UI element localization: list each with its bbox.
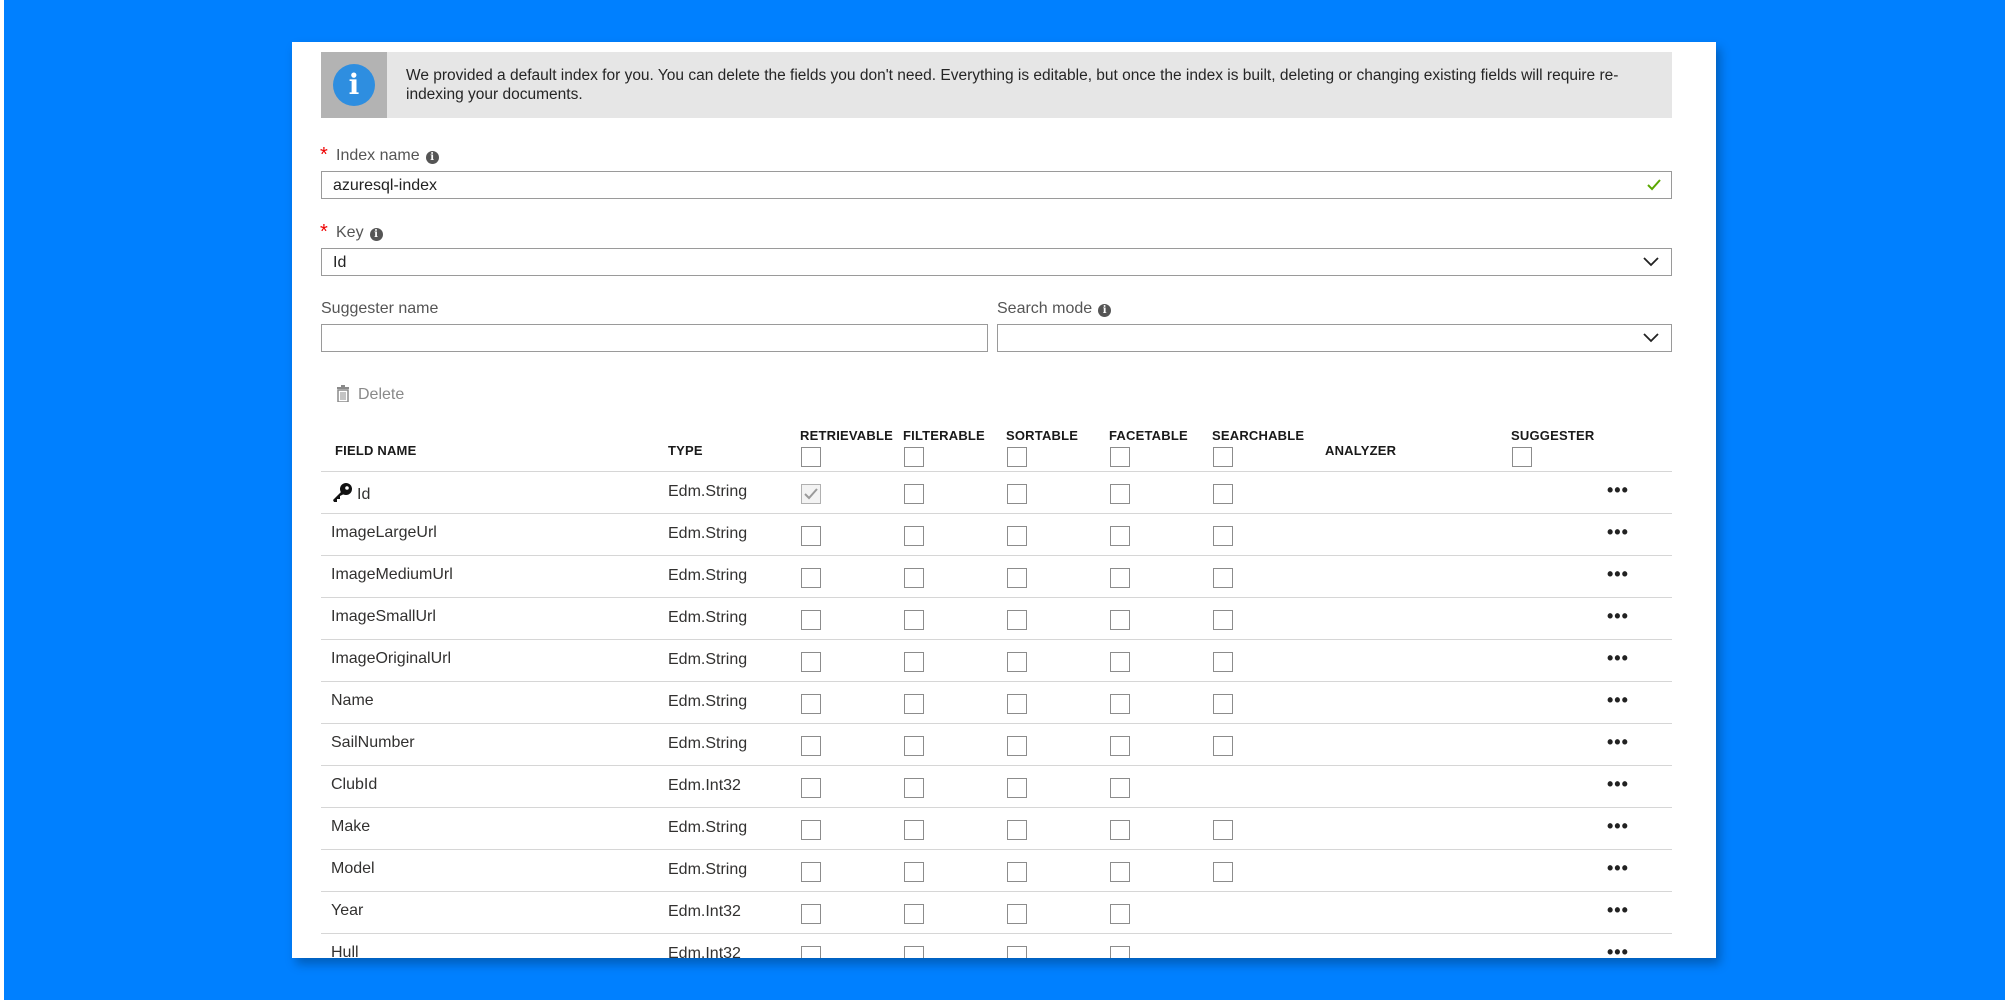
more-options-button[interactable]: ••• (1607, 732, 1629, 752)
key-icon (331, 482, 353, 502)
index-name-label-text: Index name (336, 147, 420, 164)
retrievable-checkbox[interactable] (801, 904, 821, 924)
retrievable-checkbox[interactable] (801, 862, 821, 882)
sortable-checkbox[interactable] (1007, 610, 1027, 630)
searchable-checkbox[interactable] (1213, 694, 1233, 714)
table-row[interactable] (321, 807, 1672, 850)
sortable-checkbox[interactable] (1007, 484, 1027, 504)
table-row[interactable] (321, 555, 1672, 598)
field-name-cell (331, 944, 359, 958)
field-type-cell: Edm.Int32 (668, 777, 741, 794)
retrievable-checkbox[interactable] (801, 778, 821, 798)
searchable-checkbox[interactable] (1213, 484, 1233, 504)
facetable-checkbox[interactable] (1110, 484, 1130, 504)
searchable-checkbox[interactable] (1213, 736, 1233, 756)
more-options-button[interactable]: ••• (1607, 774, 1629, 794)
retrievable-checkbox[interactable] (801, 652, 821, 672)
field-name-text: SailNumber (331, 734, 415, 751)
key-label-text: Key (336, 224, 364, 241)
table-row[interactable] (321, 723, 1672, 766)
field-name-cell (331, 692, 374, 710)
field-type-cell: Edm.String (668, 567, 748, 584)
filterable-checkbox[interactable] (904, 778, 924, 798)
select-all-sortable-checkbox[interactable] (1007, 447, 1027, 467)
field-name-text: Id (357, 486, 371, 503)
header-field-name: FIELD NAME (335, 443, 417, 458)
facetable-checkbox[interactable] (1110, 694, 1130, 714)
searchable-checkbox[interactable] (1213, 610, 1233, 630)
table-row[interactable] (321, 891, 1672, 934)
suggester-name-input[interactable] (321, 324, 988, 352)
header-suggester: SUGGESTER (1511, 428, 1595, 443)
field-type-cell: Edm.Int32 (668, 945, 741, 958)
field-name-cell (331, 650, 451, 668)
field-type-cell: Edm.String (668, 525, 748, 542)
valid-check-icon (1647, 179, 1661, 191)
search-mode-label-text: Search mode (997, 300, 1093, 317)
field-type-cell: Edm.String (668, 735, 748, 752)
header-type: TYPE (668, 443, 703, 458)
select-all-facetable-checkbox[interactable] (1110, 447, 1130, 467)
select-all-searchable-checkbox[interactable] (1213, 447, 1233, 467)
sortable-checkbox[interactable] (1007, 778, 1027, 798)
select-all-suggester-checkbox[interactable] (1512, 447, 1532, 467)
header-searchable: SEARCHABLE (1212, 428, 1305, 443)
field-name-text: Hull (331, 944, 359, 958)
field-type-cell: Edm.String (668, 693, 748, 710)
table-row[interactable] (321, 471, 1672, 514)
header-sortable: SORTABLE (1006, 428, 1079, 443)
more-options-button[interactable]: ••• (1607, 690, 1629, 710)
index-editor-panel (292, 42, 1716, 958)
search-mode-dropdown[interactable] (997, 324, 1672, 352)
index-name-value: azuresql-index (333, 177, 438, 194)
more-options-button[interactable]: ••• (1607, 816, 1629, 836)
search-mode-label (997, 300, 1111, 318)
searchable-checkbox[interactable] (1213, 526, 1233, 546)
retrievable-checkbox[interactable] (801, 610, 821, 630)
table-row[interactable] (321, 513, 1672, 556)
info-banner (321, 52, 1672, 118)
index-name-label (336, 147, 439, 165)
table-row[interactable] (321, 933, 1672, 958)
more-options-button[interactable]: ••• (1607, 858, 1629, 878)
bottom-strip (0, 1002, 2008, 1008)
header-facetable: FACETABLE (1109, 428, 1188, 443)
field-name-text: ImageOriginalUrl (331, 650, 452, 667)
sortable-checkbox[interactable] (1007, 736, 1027, 756)
searchable-checkbox[interactable] (1213, 820, 1233, 840)
retrievable-checkbox[interactable] (801, 736, 821, 756)
sortable-checkbox[interactable] (1007, 568, 1027, 588)
more-options-button[interactable]: ••• (1607, 522, 1629, 542)
more-options-button[interactable]: ••• (1607, 900, 1629, 920)
searchable-checkbox[interactable] (1213, 652, 1233, 672)
select-all-filterable-checkbox[interactable] (904, 447, 924, 467)
field-name-text: ImageMediumUrl (331, 566, 453, 583)
table-row[interactable] (321, 597, 1672, 640)
header-filterable: FILTERABLE (903, 428, 985, 443)
field-name-text: ImageSmallUrl (331, 608, 436, 625)
field-name-cell (331, 776, 377, 794)
required-marker: * (320, 221, 328, 243)
more-options-button[interactable]: ••• (1607, 942, 1629, 958)
facetable-checkbox[interactable] (1110, 946, 1130, 958)
required-marker: * (320, 144, 328, 166)
delete-label: Delete (358, 386, 405, 403)
more-options-button[interactable]: ••• (1607, 606, 1629, 626)
facetable-checkbox[interactable] (1110, 526, 1130, 546)
key-value: Id (333, 254, 347, 271)
header-analyzer: ANALYZER (1325, 443, 1397, 458)
filterable-checkbox[interactable] (904, 610, 924, 630)
field-name-cell (331, 608, 436, 626)
retrievable-checkbox[interactable] (801, 484, 821, 504)
trash-icon (336, 385, 350, 402)
sortable-checkbox[interactable] (1007, 526, 1027, 546)
sortable-checkbox[interactable] (1007, 652, 1027, 672)
facetable-checkbox[interactable] (1110, 736, 1130, 756)
field-name-text: Model (331, 860, 375, 877)
facetable-checkbox[interactable] (1110, 862, 1130, 882)
filterable-checkbox[interactable] (904, 904, 924, 924)
retrievable-checkbox[interactable] (801, 694, 821, 714)
header-retrievable: RETRIEVABLE (800, 428, 893, 443)
filterable-checkbox[interactable] (904, 820, 924, 840)
field-name-cell (331, 524, 437, 542)
sortable-checkbox[interactable] (1007, 694, 1027, 714)
searchable-checkbox[interactable] (1213, 568, 1233, 588)
more-options-button[interactable]: ••• (1607, 648, 1629, 668)
field-name-text: Year (331, 902, 364, 919)
info-message: We provided a default index for you. You can delete the fields you don't need. Everything is editable, but once the index is built, deleting or changing existing fields will require re-indexing your documents. (406, 67, 1619, 103)
field-type-cell: Edm.Int32 (668, 903, 741, 920)
more-options-button[interactable]: ••• (1607, 480, 1629, 500)
info-icon-box (321, 52, 387, 118)
field-name-text: Name (331, 692, 374, 709)
index-name-input[interactable] (321, 171, 1672, 199)
filterable-checkbox[interactable] (904, 946, 924, 958)
retrievable-checkbox[interactable] (801, 820, 821, 840)
field-name-text: ImageLargeUrl (331, 524, 437, 541)
searchable-checkbox[interactable] (1213, 862, 1233, 882)
filterable-checkbox[interactable] (904, 568, 924, 588)
suggester-name-label: Suggester name (321, 300, 439, 317)
chevron-down-icon (1643, 257, 1659, 267)
retrievable-checkbox[interactable] (801, 568, 821, 588)
field-name-cell (331, 860, 375, 878)
sortable-checkbox[interactable] (1007, 904, 1027, 924)
facetable-checkbox[interactable] (1110, 820, 1130, 840)
field-name-cell (331, 818, 370, 836)
search-mode-info-icon[interactable]: i (1098, 304, 1111, 317)
sortable-checkbox[interactable] (1007, 820, 1027, 840)
more-options-button[interactable]: ••• (1607, 564, 1629, 584)
field-type-cell: Edm.String (668, 609, 748, 626)
sortable-checkbox[interactable] (1007, 862, 1027, 882)
facetable-checkbox[interactable] (1110, 778, 1130, 798)
field-name-text: ClubId (331, 776, 378, 793)
chevron-down-icon (1643, 333, 1659, 343)
field-name-cell (331, 566, 453, 584)
table-row[interactable] (321, 639, 1672, 682)
sortable-checkbox[interactable] (1007, 946, 1027, 958)
field-type-cell: Edm.String (668, 819, 748, 836)
index-name-info-icon[interactable]: i (426, 151, 439, 164)
field-type-cell: Edm.String (668, 651, 748, 668)
filterable-checkbox[interactable] (904, 652, 924, 672)
table-row[interactable] (321, 849, 1672, 892)
field-name-cell (331, 902, 363, 920)
field-type-cell: Edm.String (668, 483, 748, 500)
select-all-retrievable-checkbox[interactable] (801, 447, 821, 467)
facetable-checkbox[interactable] (1110, 652, 1130, 672)
key-dropdown[interactable] (321, 248, 1672, 276)
filterable-checkbox[interactable] (904, 862, 924, 882)
key-label (336, 224, 383, 242)
info-icon: i (333, 64, 375, 106)
facetable-checkbox[interactable] (1110, 904, 1130, 924)
filterable-checkbox[interactable] (904, 694, 924, 714)
field-name-cell (331, 734, 415, 752)
checkmark-icon (804, 488, 818, 500)
table-row[interactable] (321, 765, 1672, 808)
key-info-icon[interactable]: i (370, 228, 383, 241)
facetable-checkbox[interactable] (1110, 568, 1130, 588)
facetable-checkbox[interactable] (1110, 610, 1130, 630)
filterable-checkbox[interactable] (904, 736, 924, 756)
table-row[interactable] (321, 681, 1672, 724)
filterable-checkbox[interactable] (904, 526, 924, 546)
retrievable-checkbox[interactable] (801, 946, 821, 958)
delete-button[interactable] (336, 385, 404, 404)
field-type-cell: Edm.String (668, 861, 748, 878)
field-name-cell (331, 482, 370, 504)
filterable-checkbox[interactable] (904, 484, 924, 504)
retrievable-checkbox[interactable] (801, 526, 821, 546)
field-name-text: Make (331, 818, 371, 835)
